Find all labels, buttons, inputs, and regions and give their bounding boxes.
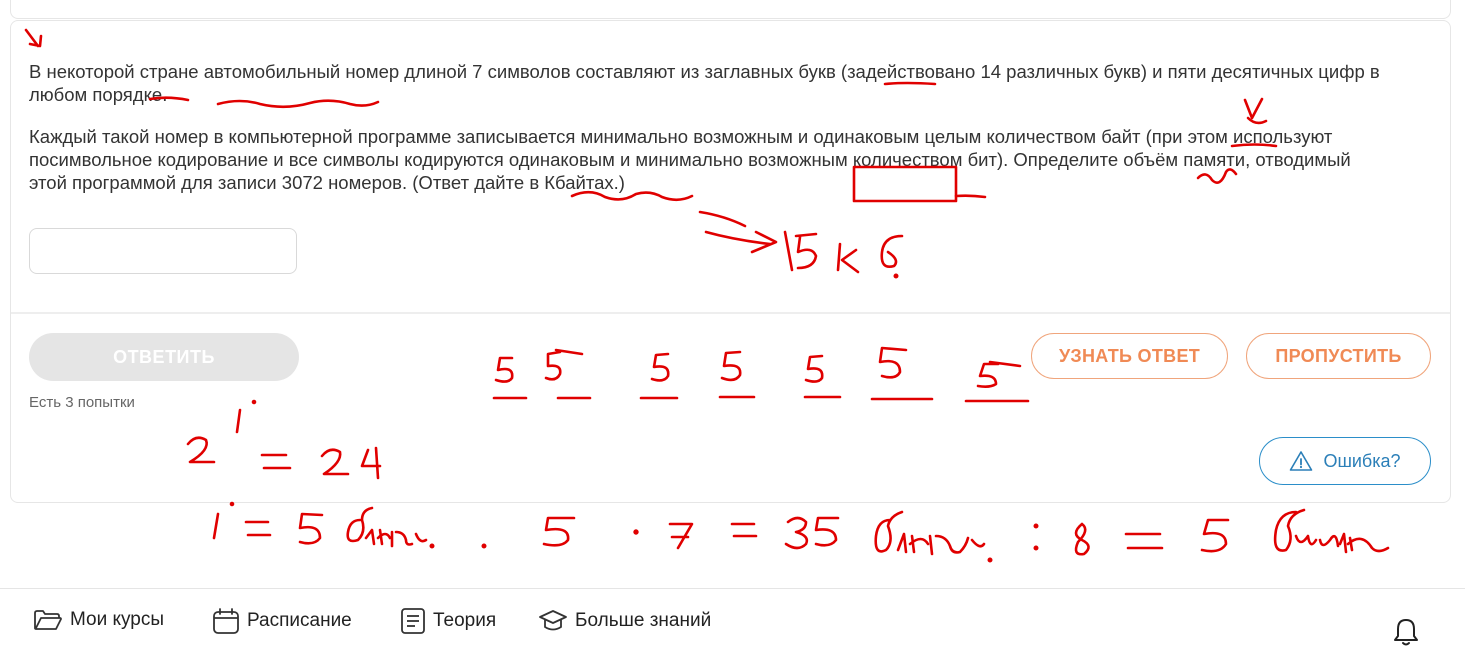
calendar-icon [212,607,240,635]
nav-theory-label: Теория [433,610,497,631]
skip-button[interactable]: ПРОПУСТИТЬ [1246,333,1431,379]
nav-my-courses[interactable] [33,607,164,633]
answer-input[interactable] [29,228,297,274]
notebook-icon [400,607,426,635]
report-error-button[interactable] [1259,437,1431,485]
nav-theory[interactable] [400,607,496,635]
warning-icon [1289,450,1313,472]
bottom-navigation [0,588,1465,656]
notifications-bell-icon[interactable] [1392,617,1420,647]
previous-card-edge [10,0,1451,19]
task-paragraph-2: Каждый такой номер в компьютерной программе записывается минимально возможным и одинаковым целым количеством байт (при этом используют посимвольное кодирование и все символы кодируются одинаковым и минимально возможным количеством бит). Определите объём памяти, отводимый этой программой для записи 3072 номеров. (Ответ дайте в Кбайтах.) [29,126,1351,193]
answer-button[interactable]: ОТВЕТИТЬ [29,333,299,381]
nav-more-knowledge[interactable] [538,607,711,635]
task-paragraph-1: В некоторой стране автомобильный номер длиной 7 символов составляют из заглавных букв (задействовано 14 различных букв) и пяти десятичных цифр в любом порядке. [29,61,1380,105]
nav-schedule-label: Расписание [247,610,352,631]
task-text [29,60,1389,213]
graduation-cap-icon [538,607,568,635]
report-error-label: Ошибка? [1323,450,1401,471]
nav-schedule[interactable] [212,607,352,635]
task-card [10,20,1451,503]
divider [11,312,1450,314]
folder-icon [33,607,63,633]
nav-more-knowledge-label: Больше знаний [575,610,712,631]
nav-my-courses-label: Мои курсы [70,609,165,630]
show-answer-button[interactable]: УЗНАТЬ ОТВЕТ [1031,333,1228,379]
attempts-text: Есть 3 попытки [29,394,135,411]
